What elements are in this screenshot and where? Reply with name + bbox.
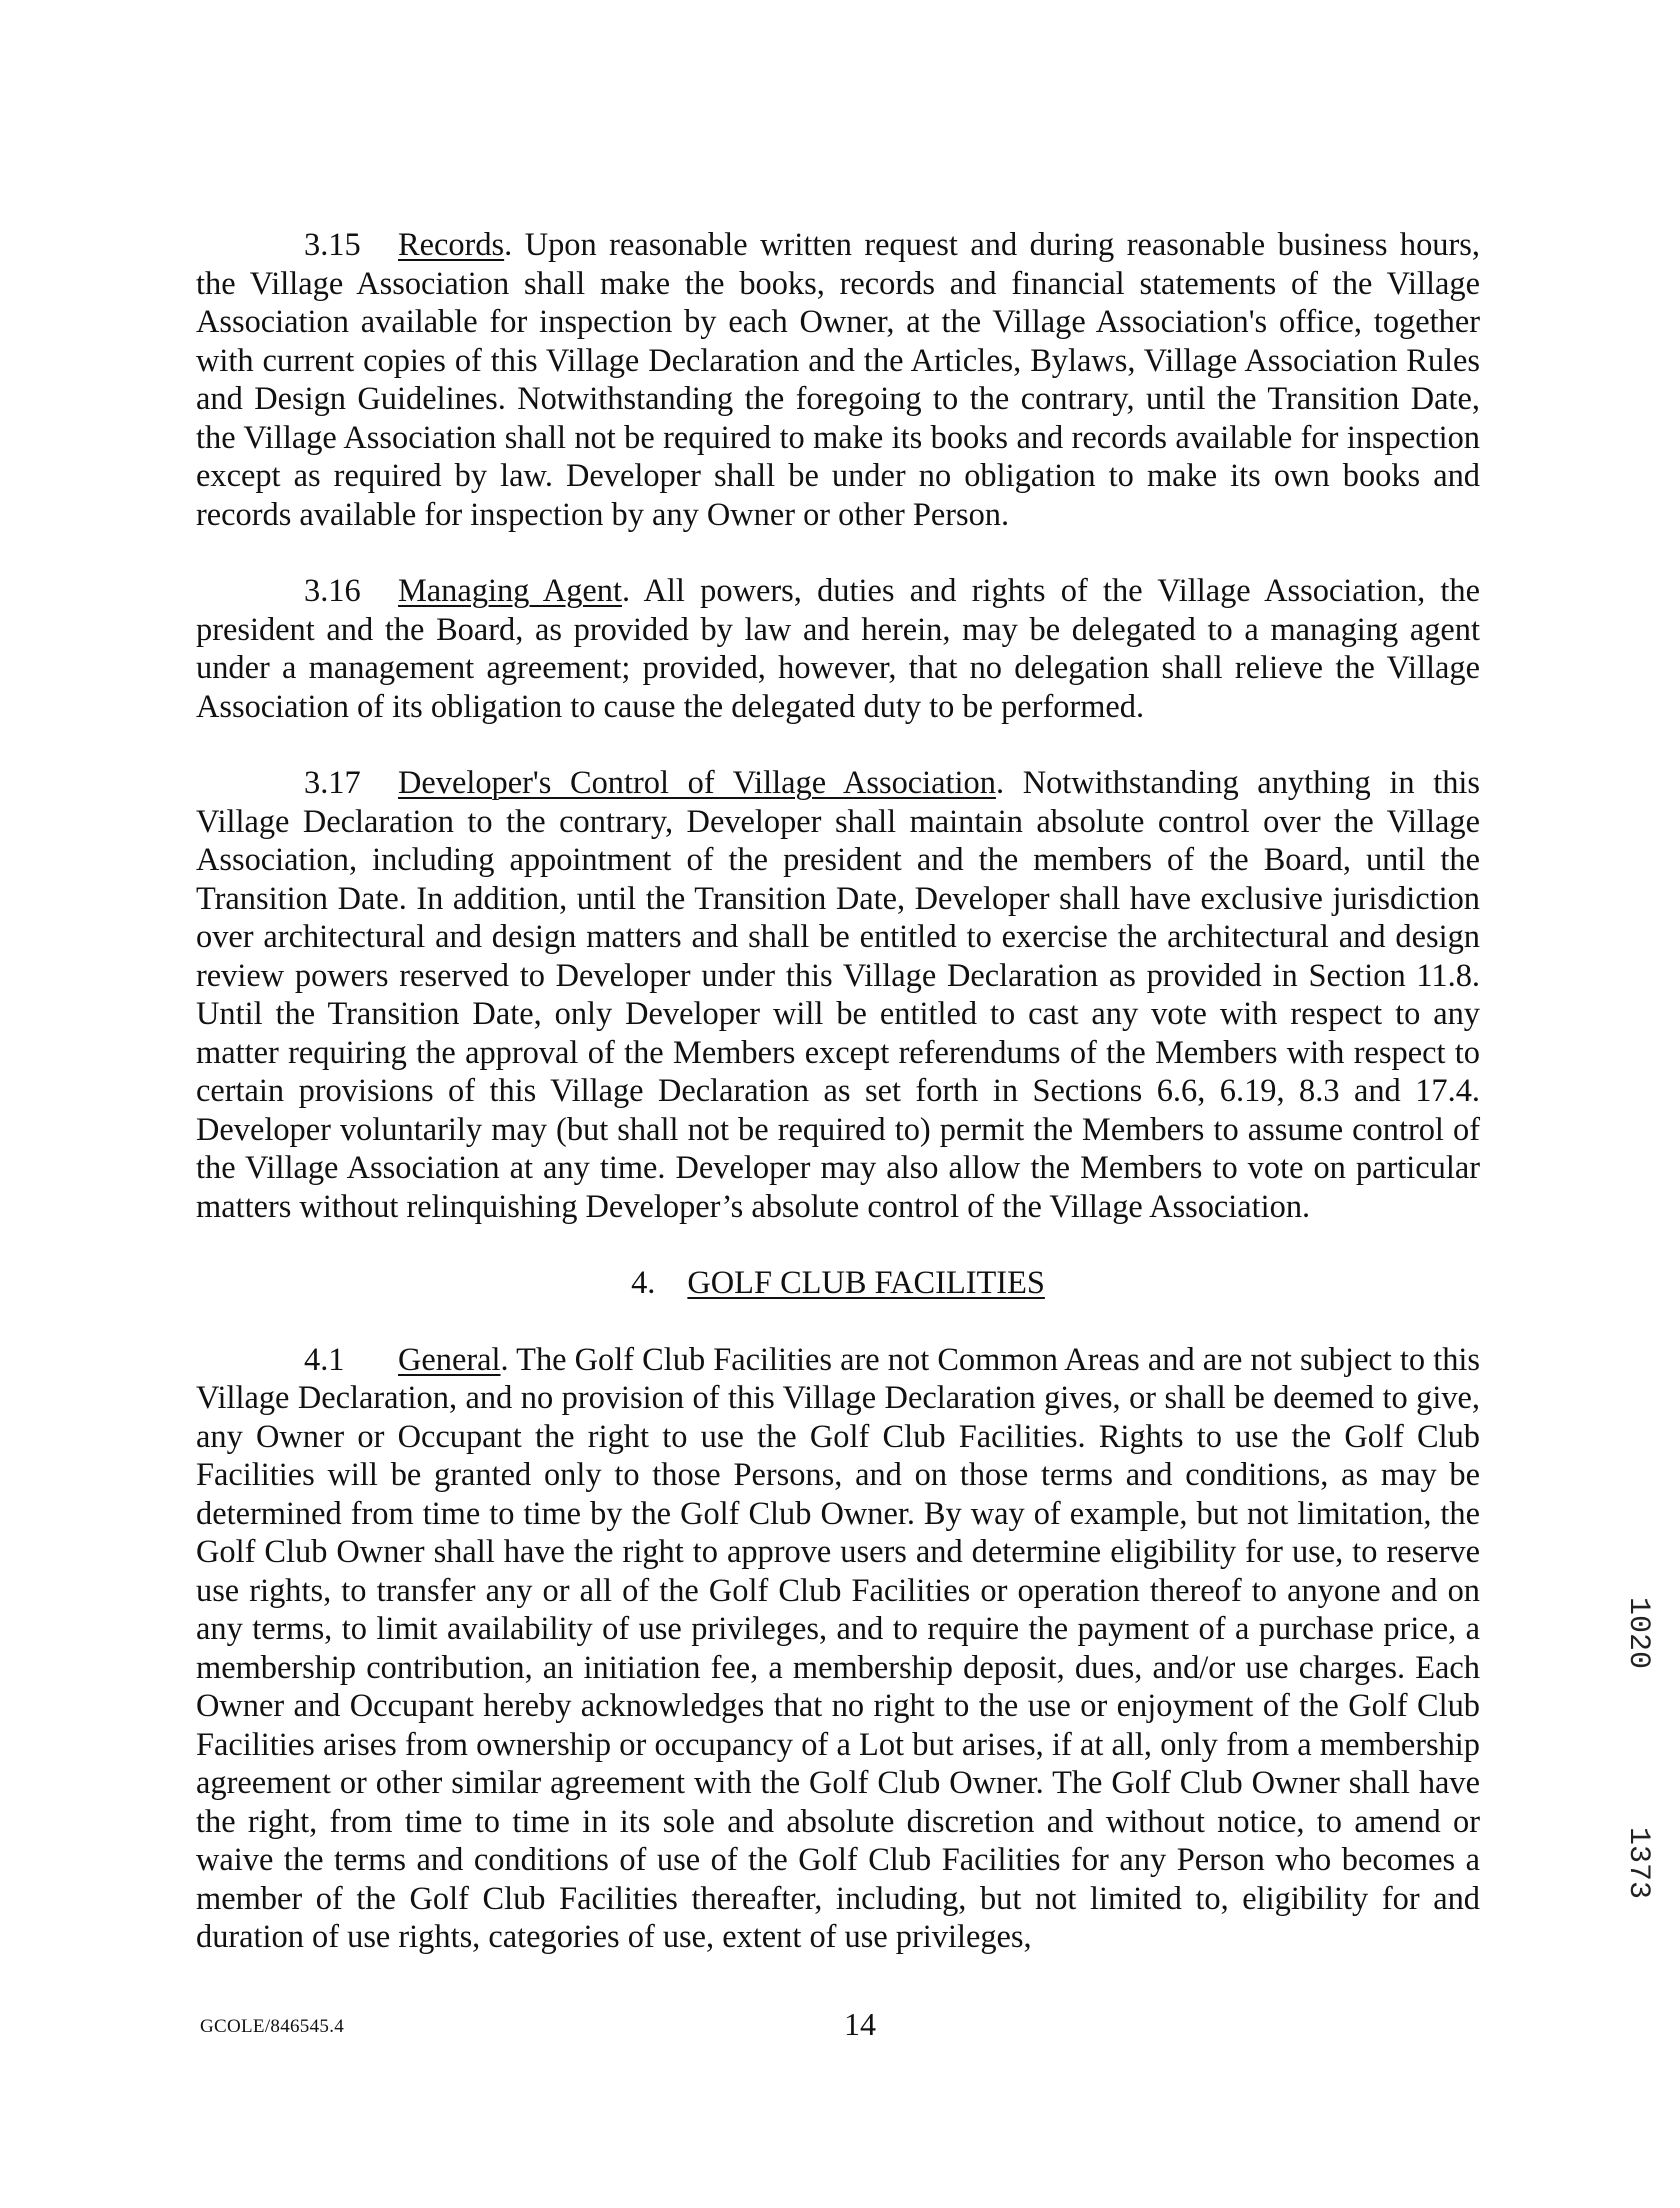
section-text: . The Golf Club Facilities are not Common Areas and are not subject to this Village Declaration, and no provision of this Village Declaration gives, or shall be deemed to give, any Owner or Occupant the right to use the Golf Club Facilities. Rights to use the Golf Club Facilities will be granted only to those Persons, and on those terms and conditions, as may be determined from time to time by the Golf Club Owner. By way of example, but not limitation, the Golf Club Owner shall have the right to approve users and determine eligibility for use, to reserve use rights, to transfer any or all of the Golf Club Facilities or operation thereof to anyone and on any terms, to limit availability of use privileges, and to require the payment of a purchase price, a membership contribution, an initiation fee, a membership deposit, dues, and/or use charges. Each Owner and Occupant hereby acknowledges that no right to the use or enjoyment of the Golf Club Facilities arises from ownership or occupancy of a Lot but arises, if at all, only from a membership agreement or other similar agreement with the Golf Club Owner. The Golf Club Owner shall have the right, from time to time in its sole and absolute discretion and without notice, to amend or waive the terms and conditions of use of the Golf Club Facilities for any Person who becomes a member of the Golf Club Facilities thereafter, including, but not limited to, eligibility for and duration of use rights, categories of use, extent of use privileges,: [196, 1341, 1480, 1955]
stamp-number-bottom: 1373: [1621, 1827, 1655, 1900]
section-number: 3.16: [304, 573, 361, 609]
document-id: GCOLE/846545.4: [200, 2016, 345, 2037]
section-4-1: [196, 1341, 1480, 1957]
section-text: . All powers, duties and rights of the Village Association, the president and the Board, as provided by law and herein, may be delegated to a managing agent under a management agreement; provided, however, that no delegation shall relieve the Village Association of its obligation to cause the delegated duty to be performed.: [196, 573, 1480, 725]
margin-recording-stamp: [1608, 1550, 1668, 1930]
heading-title: GOLF CLUB FACILITIES: [687, 1265, 1045, 1301]
stamp-number-top: 1020: [1621, 1597, 1655, 1670]
section-title: Records: [398, 227, 505, 263]
section-number: 3.17: [304, 765, 361, 801]
section-text: . Notwithstanding anything in this Village Declaration to the contrary, Developer shall maintain absolute control over the Village Association, including appointment of the president and the members of the Board, until the Transition Date. In addition, until the Transition Date, Developer shall have exclusive jurisdiction over architectural and design matters and shall be entitled to exercise the architectural and design review powers reserved to Developer under this Village Declaration as provided in Section 11.8. Until the Transition Date, only Developer will be entitled to cast any vote with respect to any matter requiring the approval of the Members except referendums of the Members with respect to certain provisions of this Village Declaration as set forth in Sections 6.6, 6.19, 8.3 and 17.4. Developer voluntarily may (but shall not be required to) permit the Members to assume control of the Village Association at any time. Developer may also allow the Members to vote on particular matters without relinquishing Developer’s absolute control of the Village Association.: [196, 765, 1480, 1225]
section-text: . Upon reasonable written request and during reasonable business hours, the Village Association shall make the books, records and financial statements of the Village Association available for inspection by each Owner, at the Village Association's office, together with current copies of this Village Declaration and the Articles, Bylaws, Village Association Rules and Design Guidelines. Notwithstanding the foregoing to the contrary, until the Transition Date, the Village Association shall not be required to make its books and records available for inspection except as required by law. Developer shall be under no obligation to make its own books and records available for inspection by any Owner or other Person.: [196, 227, 1480, 533]
heading-number: 4.: [631, 1265, 656, 1301]
section-3-15: [196, 226, 1480, 534]
section-3-17: [196, 764, 1480, 1226]
section-title: General: [398, 1341, 501, 1378]
section-number: 4.1: [304, 1341, 345, 1378]
article-heading: [196, 1264, 1480, 1303]
section-3-16: [196, 572, 1480, 726]
page-number: 14: [844, 2006, 876, 2042]
section-title: Developer's Control of Village Association: [398, 765, 996, 801]
document-body: [196, 226, 1480, 1995]
section-number: 3.15: [304, 227, 361, 263]
section-title: Managing Agent: [398, 573, 622, 609]
